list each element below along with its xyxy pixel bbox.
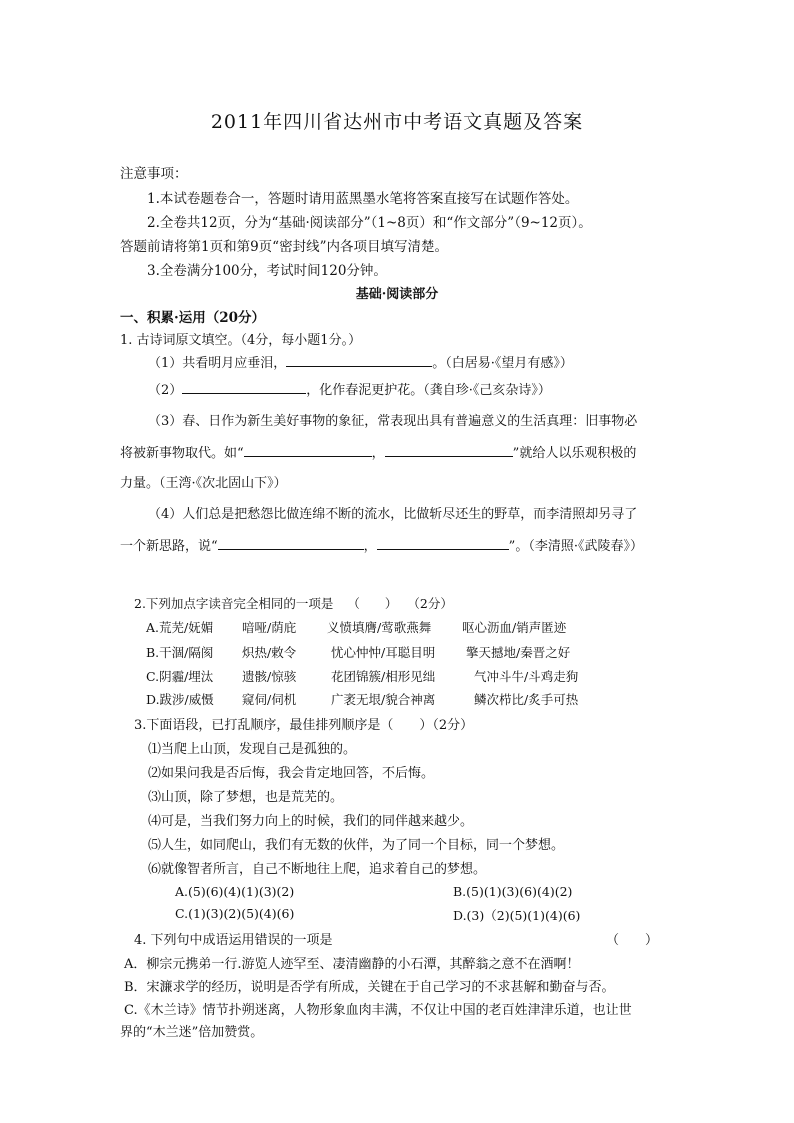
- q2-option-cell: 广袤无垠/貌合神离: [331, 692, 436, 707]
- section-title: 基础·阅读部分: [355, 287, 439, 302]
- page-title: 2011年四川省达州市中考语文真题及答案: [210, 111, 584, 133]
- notice-item-1: 1.本试卷题卷合一，答题时请用蓝黑墨水笔将答案直接写在试题作答处。: [147, 191, 579, 207]
- q4-option-a: A．柳宗元携弟一行.游览人迹罕至、凄清幽静的小石潭，其醉翁之意不在酒啊！: [124, 957, 580, 972]
- q1-item-4a: （4）人们总是把愁怨比做连绵不断的流水，比做斩尽还生的野草，而李清照却另寻了: [148, 507, 638, 522]
- q2-option-cell: 炽热/敕令: [242, 645, 297, 660]
- notice-item-2b: 答题前请将第1页和第9页“密封线”内各项目填写清楚。: [120, 239, 448, 255]
- answer-blank[interactable]: [244, 443, 372, 457]
- notice-item-3: 3.全卷满分100分，考试时间120分钟。: [147, 263, 387, 279]
- answer-paren[interactable]: （ ）: [606, 933, 659, 948]
- q3-sentence: ⑶山顶，除了梦想，也是荒芜的。: [148, 790, 344, 805]
- q1-item-3b-end: ”就给人以乐观积极的: [512, 446, 637, 461]
- answer-blank[interactable]: [385, 443, 513, 457]
- q4-option-c-line1: C.《木兰诗》情节扑朔迷离，人物形象血肉丰满，不仅让中国的老百姓津津乐道，也让世: [124, 1003, 632, 1018]
- q1-item-3c: 力量。（王湾·《次北固山下》）: [120, 476, 287, 491]
- q2-stem-text: 2.下列加点字读音完全相同的一项是: [134, 596, 334, 611]
- q2-option-row: [0, 667, 794, 687]
- q2-option-cell: 呕心沥血/销声匿迹: [462, 620, 567, 635]
- part1-heading: 一、积累·运用（20分）: [120, 310, 265, 326]
- q1-item-4b: [120, 535, 643, 554]
- q3-sentence: ⑹就像智者所言，自己不断地往上爬，追求着自己的梦想。: [148, 862, 487, 877]
- q3-option-d: D.(3)（2)(5)(1)(4)(6): [453, 908, 581, 923]
- q3-sentence: ⑸人生，如同爬山，我们有无数的伙伴，为了同一个目标，同一个梦想。: [148, 838, 565, 853]
- q2-option-cell: 窥伺/伺机: [242, 692, 297, 707]
- q2-option-cell: 义愤填膺/莺歌燕舞: [327, 620, 432, 635]
- q3-sentence: ⑷可是，当我们努力向上的时候，我们的同伴越来越少。: [148, 814, 474, 829]
- q4-option-b: B．宋濂求学的经历，说明是否学有所成，关键在于自己学习的不求甚解和勤奋与否。: [124, 980, 615, 995]
- answer-blank[interactable]: [377, 536, 509, 550]
- q1-item-3b: [120, 442, 636, 461]
- q1-item-4b-text: 一个新思路，说“: [120, 539, 218, 554]
- q3-sentence: ⑵如果问我是否后悔，我会肯定地回答，不后悔。: [148, 766, 435, 781]
- answer-blank[interactable]: [218, 536, 364, 550]
- answer-blank[interactable]: [286, 353, 432, 367]
- q2-option-cell: 忧心忡忡/耳聪目明: [331, 645, 436, 660]
- answer-paren[interactable]: （ ）: [347, 596, 398, 611]
- q3-option-b: B.(5)(1)(3)(6)(4)(2): [453, 884, 573, 899]
- q2-option-row: [0, 618, 794, 638]
- q2-option-cell: 遗骸/惊骇: [242, 669, 297, 684]
- q1-item-2-num: （2）: [148, 383, 183, 398]
- q4-stem: 4. 下列句中成语运用错误的一项是: [134, 933, 333, 948]
- q2-option-cell: 鳞次栉比/炙手可热: [474, 692, 579, 707]
- q2-option-cell: 花团锦簇/相形见绌: [331, 669, 436, 684]
- q1-item-1-text: （1）共看明月应垂泪，: [148, 356, 287, 371]
- q2-stem: [134, 594, 453, 612]
- q3-sentence: ⑴当爬上山顶，发现自己是孤独的。: [148, 742, 357, 757]
- q3-option-c: C.(1)(3)(2)(5)(4)(6): [175, 906, 295, 921]
- q1-item-3a: （3）春、日作为新生美好事物的象征，常表现出具有普遍意义的生活真理：旧事物必: [148, 414, 638, 429]
- q2-option-cell: B.干涸/隔阂: [146, 645, 214, 660]
- q1-item-1: [148, 352, 573, 371]
- q2-option-cell: C.阴霾/埋汰: [146, 669, 214, 684]
- q4-option-c-line2: 界的“木兰迷”倍加赞赏。: [120, 1025, 264, 1040]
- q1-item-4b-comma: ，: [363, 539, 377, 554]
- answer-blank[interactable]: [182, 380, 306, 394]
- q2-option-cell: 擎天撼地/秦晋之好: [466, 645, 571, 660]
- q1-item-2: [148, 379, 551, 398]
- q2-option-row: [0, 643, 794, 663]
- q2-option-row: [0, 690, 794, 710]
- notice-item-2a: 2.全卷共12页，分为“基础·阅读部分”（1~8页）和“作文部分”（9~12页）。: [147, 215, 592, 231]
- q3-option-a: A.(5)(6)(4)(1)(3)(2): [175, 884, 295, 899]
- q3-stem: 3.下面语段，已打乱顺序，最佳排列顺序是（ ）（2分）: [134, 718, 474, 733]
- q2-option-cell: D.跋涉/威慑: [146, 692, 214, 707]
- q1-item-2-text: ，化作春泥更护花。（龚自珍·《己亥杂诗》）: [306, 383, 551, 398]
- q1-item-3b-text: 将被新事物取代。如“: [120, 446, 244, 461]
- q2-option-cell: 喑哑/荫庇: [242, 620, 297, 635]
- q2-option-cell: 气冲斗牛/斗鸡走狗: [474, 669, 579, 684]
- notice-heading: 注意事项：: [120, 166, 188, 182]
- q1-item-4b-end: ”。（李清照·《武陵春》）: [508, 539, 643, 554]
- q2-score: （2分）: [407, 596, 453, 611]
- q1-stem: 1. 古诗词原文填空。（4分，每小题1分。）: [120, 333, 362, 348]
- q1-item-1-source: 。（白居易·《望月有感》）: [432, 356, 573, 371]
- q1-item-3b-comma: ，: [371, 446, 385, 461]
- q2-option-cell: A.荒芜/妩媚: [146, 620, 214, 635]
